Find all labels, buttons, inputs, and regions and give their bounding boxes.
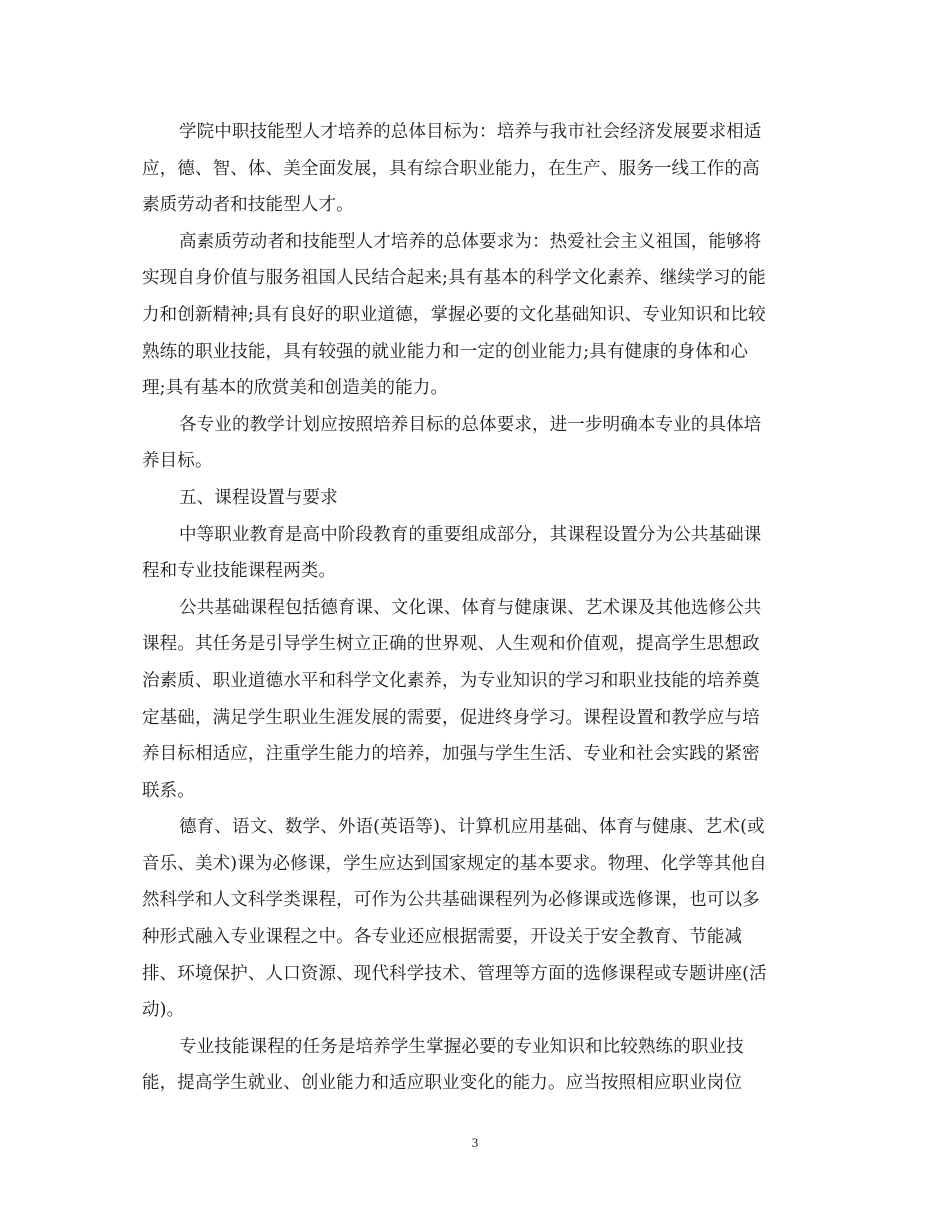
- text-line: 学院中职技能型人才培养的总体目标为：培养与我市社会经济发展要求相适: [179, 122, 762, 142]
- text-line: 养目标。: [142, 451, 213, 472]
- text-line: 应，德、智、体、美全面发展，具有综合职业能力，在生产、服务一线工作的高: [142, 158, 760, 179]
- paragraph: [142, 590, 810, 810]
- paragraph: [142, 114, 810, 224]
- section-heading-text: 五、课程设置与要求: [179, 487, 338, 508]
- text-line: 能，提高学生就业、创业能力和适应职业变化的能力。应当按照相应职业岗位: [142, 1073, 743, 1094]
- text-line: 中等职业教育是高中阶段教育的重要组成部分，其课程设置分为公共基础课: [179, 524, 762, 545]
- text-line: 然科学和人文科学类课程，可作为公共基础课程列为必修课或选修课，也可以多: [142, 890, 760, 911]
- text-line: 程和专业技能课程两类。: [142, 561, 337, 582]
- paragraph: [142, 224, 810, 407]
- text-line: 高素质劳动者和技能型人才培养的总体要求为：热爱社会主义祖国，能够将: [179, 231, 762, 252]
- text-line: 专业技能课程的任务是培养学生掌握必要的专业知识和比较熟练的职业技: [179, 1036, 744, 1057]
- paragraph: [142, 517, 810, 590]
- text-line: 种形式融入专业课程之中。各专业还应根据需要，开设关于安全教育、节能减: [142, 927, 743, 948]
- page-number: 3: [471, 1135, 479, 1150]
- section-heading: [142, 480, 810, 517]
- text-line: 动)。: [142, 1000, 185, 1021]
- text-line: 联系。: [142, 780, 195, 801]
- paragraph: [142, 1029, 810, 1102]
- text-line: 音乐、美术)课为必修课，学生应达到国家规定的基本要求。物理、化学等其他自: [142, 853, 767, 874]
- text-line: 素质劳动者和技能型人才。: [142, 195, 354, 216]
- document-body: [142, 114, 810, 1102]
- text-line: 各专业的教学计划应按照培养目标的总体要求，进一步明确本专业的具体培: [179, 414, 762, 435]
- text-line: 公共基础课程包括德育课、文化课、体育与健康课、艺术课及其他选修公共: [179, 597, 762, 618]
- text-line: 理;具有基本的欣赏美和创造美的能力。: [142, 378, 449, 399]
- text-line: 排、环境保护、人口资源、现代科学技术、管理等方面的选修课程或专题讲座(活: [142, 963, 767, 984]
- text-line: 治素质、职业道德水平和科学文化素养，为专业知识的学习和职业技能的培养奠: [142, 670, 760, 691]
- text-line: 德育、语文、数学、外语(英语等)、计算机应用基础、体育与健康、艺术(或: [179, 817, 765, 838]
- text-line: 养目标相适应，注重学生能力的培养，加强与学生生活、专业和社会实践的紧密: [142, 744, 760, 765]
- text-line: 定基础，满足学生职业生涯发展的需要，促进终身学习。课程设置和教学应与培: [142, 707, 760, 728]
- text-line: 实现自身价值与服务祖国人民结合起来;具有基本的科学文化素养、继续学习的能: [142, 268, 766, 289]
- text-line: 课程。其任务是引导学生树立正确的世界观、人生观和价值观，提高学生思想政: [142, 634, 760, 655]
- text-line: 熟练的职业技能，具有较强的就业能力和一定的创业能力;具有健康的身体和心: [142, 341, 749, 362]
- paragraph: [142, 809, 810, 1029]
- paragraph: [142, 407, 810, 480]
- text-line: 力和创新精神;具有良好的职业道德，掌握必要的文化基础知识、专业知识和比较: [142, 304, 766, 325]
